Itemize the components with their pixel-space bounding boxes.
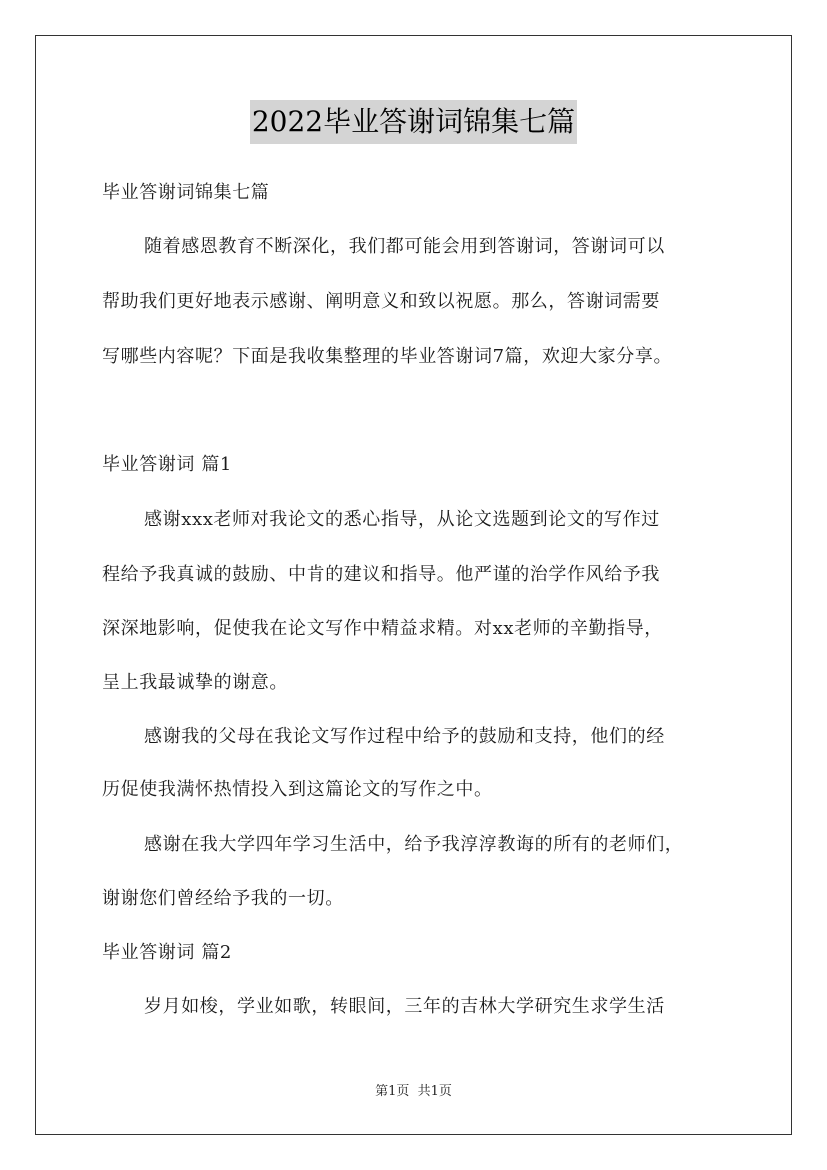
paragraph-line: 帮助我们更好地表示感谢、阐明意义和致以祝愿。那么，答谢词需要	[102, 291, 660, 312]
section-heading: 毕业答谢词 篇2	[102, 942, 232, 963]
paragraph-line: 谢谢您们曾经给予我的一切。	[102, 888, 344, 909]
paragraph-line: 写哪些内容呢？下面是我收集整理的毕业答谢词7篇，欢迎大家分享。	[102, 346, 673, 367]
paragraph-line: 呈上我最诚挚的谢意。	[102, 672, 288, 693]
paragraph-line: 随着感恩教育不断深化，我们都可能会用到答谢词，答谢词可以	[144, 236, 665, 257]
page-footer: 第1页 共1页	[375, 1084, 452, 1099]
paragraph-line: 深深地影响，促使我在论文写作中精益求精。对xx老师的辛勤指导，	[102, 618, 663, 639]
paragraph-line: 感谢在我大学四年学习生活中，给予我淳淳教诲的所有的老师们，	[144, 834, 684, 855]
paragraph-line: 感谢我的父母在我论文写作过程中给予的鼓励和支持，他们的经	[144, 726, 665, 747]
paragraph-line: 感谢xxx老师对我论文的悉心指导，从论文选题到论文的写作过	[144, 509, 660, 530]
title-wrap	[0, 100, 827, 144]
paragraph-line: 岁月如梭，学业如歌，转眼间，三年的吉林大学研究生求学生活	[144, 996, 665, 1017]
paragraph-line: 历促使我满怀热情投入到这篇论文的写作之中。	[102, 779, 493, 800]
section-heading: 毕业答谢词 篇1	[102, 454, 232, 475]
intro-heading: 毕业答谢词锦集七篇	[102, 182, 270, 203]
paragraph-line: 程给予我真诚的鼓励、中肯的建议和指导。他严谨的治学作风给予我	[102, 564, 660, 585]
document-title: 2022毕业答谢词锦集七篇	[250, 100, 577, 144]
